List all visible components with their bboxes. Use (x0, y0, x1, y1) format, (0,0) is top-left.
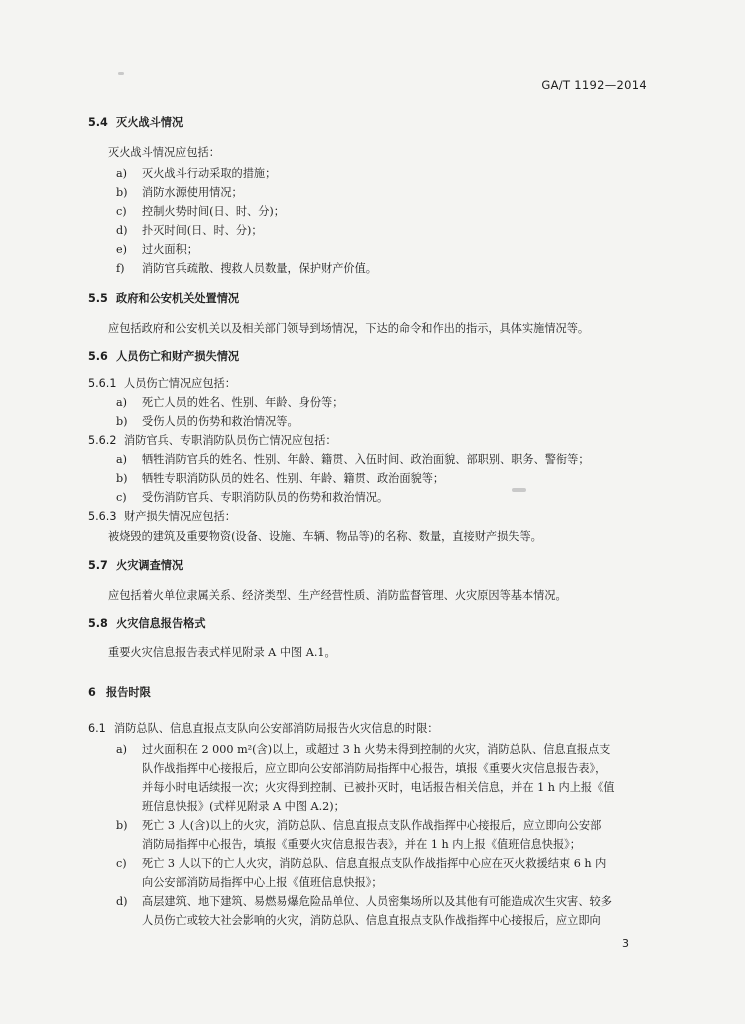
list-item-continuation: 人员伤亡或较大社会影响的火灾，消防总队、信息直报点支队作战指挥中心接报后，应立即向 (142, 914, 601, 927)
list-item-continuation: 班信息快报》(式样见附录 A 中图 A.2)； (142, 800, 345, 813)
list-item: b) 消防水源使用情况； (116, 186, 243, 199)
section-5-5-heading: 5.5 政府和公安机关处置情况 (88, 292, 240, 305)
list-item: d) 高层建筑、地下建筑、易燃易爆危险品单位、人员密集场所以及其他有可能造成次生灾害、较多 (116, 895, 612, 908)
section-5-4-intro: 灭火战斗情况应包括： (108, 146, 220, 159)
section-5-7-heading: 5.7 火灾调查情况 (88, 559, 184, 572)
section-5-6-1: 5.6.1 人员伤亡情况应包括： (88, 377, 236, 390)
page-number: 3 (622, 937, 629, 950)
scan-mark (512, 488, 526, 492)
section-5-6-3-body: 被烧毁的建筑及重要物资(设备、设施、车辆、物品等)的名称、数量，直接财产损失等。 (108, 530, 542, 543)
section-5-7-body: 应包括着火单位隶属关系、经济类型、生产经营性质、消防监督管理、火灾原因等基本情况。 (108, 589, 567, 602)
section-5-8-heading: 5.8 火灾信息报告格式 (88, 617, 206, 630)
list-item: b) 受伤人员的伤势和救治情况等。 (116, 415, 299, 428)
section-5-5-body: 应包括政府和公安机关以及相关部门领导到场情况，下达的命令和作出的指示，具体实施情况等。 (108, 322, 590, 335)
section-number: 5.4 (88, 116, 108, 129)
list-item-continuation: 并每小时电话续报一次；火灾得到控制、已被扑灭时，电话报告相关信息，并在 1 h 内上报《值 (142, 781, 615, 794)
list-item: a) 牺牲消防官兵的姓名、性别、年龄、籍贯、入伍时间、政治面貌、部职别、职务、警衔等； (116, 453, 590, 466)
standard-code-header: GA/T 1192—2014 (541, 78, 647, 92)
list-item: c) 控制火势时间(日、时、分)； (116, 205, 285, 218)
list-item: f) 消防官兵疏散、搜救人员数量，保护财产价值。 (116, 262, 377, 275)
list-item: a) 过火面积在 2 000 m²(含)以上，或超过 3 h 火势未得到控制的火灾，消防总队、信息直报点支 (116, 743, 611, 756)
list-item-continuation: 消防局指挥中心报告，填报《重要火灾信息报告表》，并在 1 h 内上报《值班信息快报》； (142, 838, 581, 851)
section-5-4-heading (88, 116, 183, 130)
section-5-6-heading: 5.6 人员伤亡和财产损失情况 (88, 350, 240, 363)
list-item: e) 过火面积； (116, 243, 198, 256)
list-item: b) 牺牲专职消防队员的姓名、性别、年龄、籍贯、政治面貌等； (116, 472, 445, 485)
list-item-continuation: 向公安部消防局指挥中心上报《值班信息快报》； (142, 876, 383, 889)
section-title: 灭火战斗情况 (116, 116, 184, 129)
chapter-6-heading: 6 报告时限 (88, 686, 151, 699)
list-item: a) 灭火战斗行动采取的措施； (116, 167, 277, 180)
list-item: a) 死亡人员的姓名、性别、年龄、身份等； (116, 396, 344, 409)
list-item: c) 死亡 3 人以下的亡人火灾，消防总队、信息直报点支队作战指挥中心应在灭火救援结束 6 h 内 (116, 857, 607, 870)
list-item: b) 死亡 3 人(含)以上的火灾，消防总队、信息直报点支队作战指挥中心接报后，应立即向公安部 (116, 819, 602, 832)
section-6-1: 6.1 消防总队、信息直报点支队向公安部消防局报告火灾信息的时限： (88, 722, 439, 735)
section-5-8-body: 重要火灾信息报告表式样见附录 A 中图 A.1。 (108, 646, 336, 659)
section-5-6-2: 5.6.2 消防官兵、专职消防队员伤亡情况应包括： (88, 434, 337, 447)
list-item-continuation: 队作战指挥中心接报后，应立即向公安部消防局指挥中心报告，填报《重要火灾信息报告表》， (142, 762, 607, 775)
list-item: c) 受伤消防官兵、专职消防队员的伤势和救治情况。 (116, 491, 389, 504)
section-5-6-3: 5.6.3 财产损失情况应包括： (88, 510, 236, 523)
scan-mark (118, 72, 124, 75)
list-item: d) 扑灭时间(日、时、分)； (116, 224, 263, 237)
